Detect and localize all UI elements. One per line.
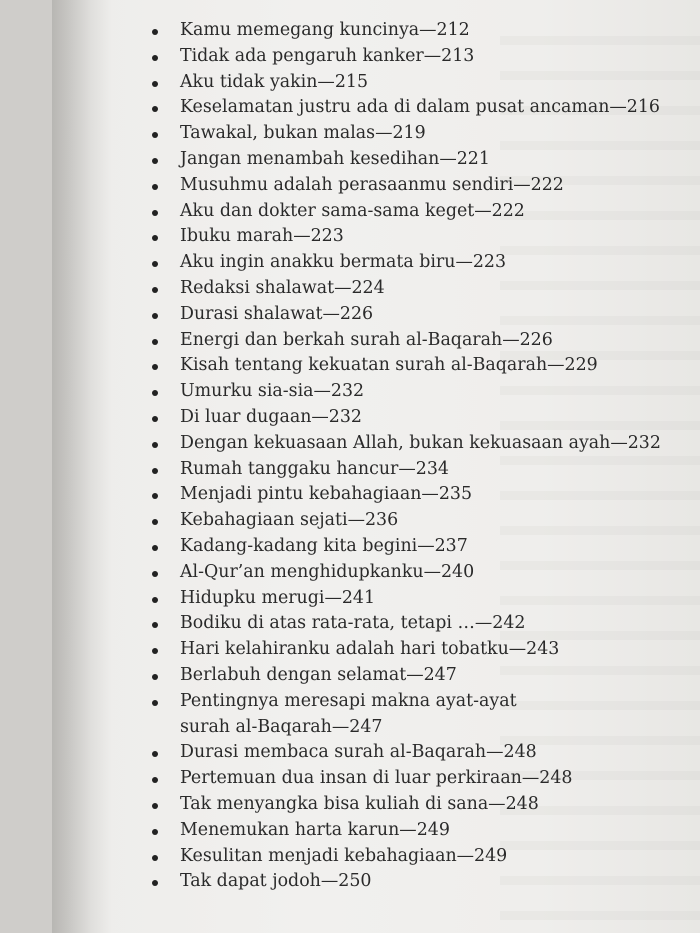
- toc-entry-text: Hidupku merugi—241: [180, 587, 376, 608]
- toc-entry-text: Musuhmu adalah perasaanmu sendiri—222: [180, 174, 564, 195]
- toc-entry-text: Pentingnya meresapi makna ayat-ayat surah al-Baqarah—247: [180, 690, 517, 737]
- toc-entry: [150, 611, 700, 637]
- toc-entry: [150, 637, 700, 663]
- toc-entry: [150, 818, 700, 844]
- bullet-icon: [152, 261, 158, 267]
- toc-entry-text: Aku tidak yakin—215: [180, 71, 369, 92]
- bullet-icon: [152, 158, 158, 164]
- toc-entry: [150, 173, 700, 199]
- toc-entry-text: Durasi shalawat—226: [180, 303, 374, 324]
- toc-entry: [150, 353, 700, 379]
- bullet-icon: [152, 597, 158, 603]
- toc-entry-text: Energi dan berkah surah al-Baqarah—226: [180, 329, 553, 350]
- toc-entry-text: Redaksi shalawat—224: [180, 277, 385, 298]
- toc-entry: [150, 586, 700, 612]
- bullet-icon: [152, 855, 158, 861]
- toc-entry: [150, 95, 700, 121]
- toc-entry-text: Menjadi pintu kebahagiaan—235: [180, 484, 473, 505]
- bullet-icon: [152, 442, 158, 448]
- toc-entry: [150, 276, 700, 302]
- toc-entry-text: Kadang-kadang kita begini—237: [180, 535, 468, 556]
- toc-entry: [150, 869, 700, 895]
- toc-entry-text: Al-Qur’an menghidupkanku—240: [180, 561, 475, 582]
- toc-entry-text: Kesulitan menjadi kebahagiaan—249: [180, 845, 508, 866]
- book-page: [52, 0, 700, 933]
- toc-entry-text: Tak dapat jodoh—250: [180, 871, 372, 892]
- bullet-icon: [152, 55, 158, 61]
- bullet-icon: [152, 29, 158, 35]
- toc-entry: [150, 121, 700, 147]
- toc-entry: [150, 663, 700, 689]
- toc-entry-text: Hari kelahiranku adalah hari tobatku—243: [180, 639, 560, 660]
- toc-entry: [150, 44, 700, 70]
- toc-entry: [150, 302, 700, 328]
- toc-entry: [150, 766, 700, 792]
- toc-entry-text: Rumah tanggaku hancur—234: [180, 458, 449, 479]
- toc-entry: [150, 792, 700, 818]
- bullet-icon: [152, 416, 158, 422]
- toc-entry-text: Menemukan harta karun—249: [180, 819, 450, 840]
- bullet-icon: [152, 674, 158, 680]
- toc-entry-text: Aku dan dokter sama-sama keget—222: [180, 200, 525, 221]
- toc-entry: [150, 740, 700, 766]
- toc-entry-text: Ibuku marah—223: [180, 226, 344, 247]
- toc-entry-text: Kamu memegang kuncinya—212: [180, 20, 470, 40]
- toc-entry: [150, 482, 700, 508]
- bullet-icon: [152, 880, 158, 886]
- bullet-icon: [152, 803, 158, 809]
- table-of-contents-list: [150, 18, 700, 895]
- toc-entry: [150, 560, 700, 586]
- bullet-icon: [152, 468, 158, 474]
- bullet-icon: [152, 519, 158, 525]
- bullet-icon: [152, 339, 158, 345]
- toc-entry-text: Tidak ada pengaruh kanker—213: [180, 45, 475, 66]
- toc-entry: [150, 508, 700, 534]
- toc-entry-text: Kebahagiaan sejati—236: [180, 510, 399, 531]
- bullet-icon: [152, 81, 158, 87]
- bullet-icon: [152, 648, 158, 654]
- bullet-icon: [152, 829, 158, 835]
- toc-entry-text: Aku ingin anakku bermata biru—223: [180, 252, 507, 273]
- toc-entry-text: Dengan kekuasaan Allah, bukan kekuasaan ayah—232: [180, 432, 661, 453]
- bullet-icon: [152, 700, 158, 706]
- toc-entry: [150, 457, 700, 483]
- bullet-icon: [152, 751, 158, 757]
- page-gutter-shadow: [52, 0, 112, 933]
- toc-entry: [150, 844, 700, 870]
- bullet-icon: [152, 287, 158, 293]
- bullet-icon: [152, 313, 158, 319]
- bullet-icon: [152, 364, 158, 370]
- toc-entry-text: Tawakal, bukan malas—219: [180, 123, 426, 144]
- bullet-icon: [152, 235, 158, 241]
- toc-entry: [150, 70, 700, 96]
- toc-entry: [150, 379, 700, 405]
- bullet-icon: [152, 622, 158, 628]
- toc-entry: [150, 224, 700, 250]
- toc-entry: [150, 250, 700, 276]
- bullet-icon: [152, 493, 158, 499]
- toc-entry: [150, 405, 700, 431]
- toc-entry: [150, 18, 700, 44]
- toc-entry-text: Umurku sia-sia—232: [180, 381, 365, 402]
- toc-entry: [150, 534, 700, 560]
- toc-entry-text: Durasi membaca surah al-Baqarah—248: [180, 742, 537, 763]
- bullet-icon: [152, 777, 158, 783]
- toc-entry-text: Jangan menambah kesedihan—221: [180, 148, 490, 169]
- toc-entry: [150, 328, 700, 354]
- toc-entry-text: Di luar dugaan—232: [180, 406, 362, 427]
- toc-entry-text: Keselamatan justru ada di dalam pusat ancaman—216: [180, 97, 660, 118]
- bullet-icon: [152, 184, 158, 190]
- toc-entry-text: Pertemuan dua insan di luar perkiraan—248: [180, 768, 573, 789]
- bullet-icon: [152, 210, 158, 216]
- toc-entry-text: Bodiku di atas rata-rata, tetapi …—242: [180, 613, 526, 634]
- bullet-icon: [152, 106, 158, 112]
- toc-entry: [150, 689, 570, 741]
- toc-entry-text: Tak menyangka bisa kuliah di sana—248: [180, 793, 539, 814]
- toc-entry-text: Berlabuh dengan selamat—247: [180, 664, 457, 685]
- toc-entry: [150, 431, 700, 457]
- toc-entry: [150, 199, 700, 225]
- toc-entry-text: Kisah tentang kekuatan surah al-Baqarah—229: [180, 355, 598, 376]
- bullet-icon: [152, 545, 158, 551]
- bullet-icon: [152, 132, 158, 138]
- bullet-icon: [152, 390, 158, 396]
- toc-entry: [150, 147, 700, 173]
- bullet-icon: [152, 571, 158, 577]
